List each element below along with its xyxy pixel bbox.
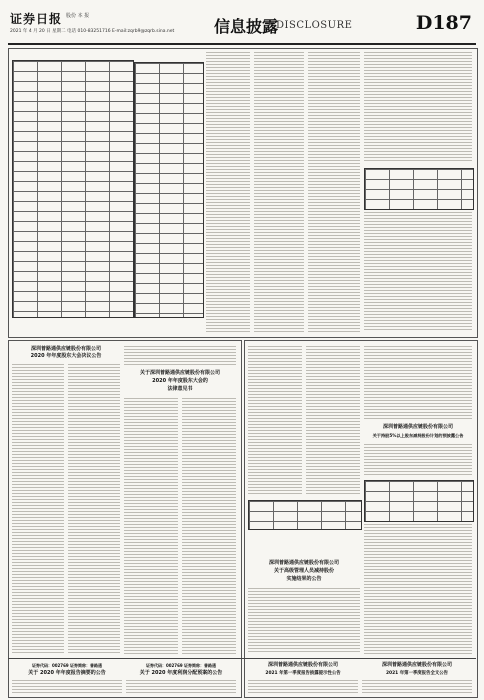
shareholder-table — [134, 62, 204, 318]
announcement-company: 深圳普路通供应链股份有限公司 — [248, 560, 360, 567]
text-column — [364, 212, 472, 332]
text-column — [248, 346, 302, 496]
announcement-company: 深圳普路通供应链股份有限公司 — [362, 662, 472, 669]
section-subtitle: DISCLOSURE — [276, 20, 353, 31]
section-title: 信息披露 — [214, 17, 279, 36]
financial-table — [12, 60, 134, 318]
text-column — [248, 680, 358, 694]
announcement-company: 证券代码：002769 证券简称：普路通 — [126, 662, 236, 669]
text-column — [308, 52, 360, 332]
text-column — [254, 52, 304, 332]
announcement-company: 深圳普路通供应链股份有限公司 — [12, 346, 120, 353]
announcement-company: 证券代码：002769 证券简称：普路通 — [12, 662, 122, 669]
text-column — [12, 680, 122, 694]
announcement-title: 关于 2020 年年度报告摘要的公告 — [12, 670, 122, 677]
text-column — [364, 52, 472, 162]
announcement-company: 深圳普路通供应链股份有限公司 — [248, 662, 358, 669]
masthead-rule — [8, 43, 476, 45]
text-column — [206, 52, 250, 332]
announcement-title: 法律意见书 — [124, 386, 236, 393]
text-column — [364, 524, 472, 654]
announcement-title: 关于高级管理人员减持股份 — [248, 568, 360, 575]
announcement-title: 2020 年年度股东大会决议公告 — [12, 353, 120, 360]
announcement-title: 关于 2020 年度利润分配预案的公告 — [126, 670, 236, 677]
bottom-rule — [8, 658, 476, 659]
text-column — [248, 588, 360, 654]
text-column — [364, 346, 472, 420]
reduction-table — [248, 500, 362, 530]
text-column — [124, 398, 178, 654]
newspaper-logo: 证券日报 — [10, 12, 63, 26]
text-column — [364, 444, 472, 476]
announcement-company: 关于深圳普路通供应链股份有限公司 — [124, 370, 236, 377]
text-column — [306, 346, 360, 496]
edition-label: 股份 本 报 — [66, 13, 90, 19]
masthead — [8, 8, 476, 42]
plan-table — [364, 480, 474, 522]
text-column — [182, 398, 236, 654]
announcement-title: 2020 年年度股东大会的 — [124, 378, 236, 385]
text-column — [68, 364, 120, 654]
announcement-title: 2021 年第一季度报告全文公告 — [362, 670, 472, 677]
text-column — [362, 680, 472, 694]
dateline: 2021 年 4 月 20 日 星期二 电话 010-83251716 E-mail:zqrb9@zqrb.sina.net — [10, 29, 175, 34]
text-column — [12, 364, 64, 654]
holding-table — [364, 168, 474, 210]
page-number: D187 — [415, 12, 472, 34]
announcement-company: 深圳普路通供应链股份有限公司 — [364, 424, 472, 431]
text-column — [124, 346, 236, 366]
announcement-title: 实施结果的公告 — [248, 576, 360, 583]
text-column — [126, 680, 236, 694]
announcement-title: 关于持股5%以上股东减持股份计划的预披露公告 — [364, 432, 472, 439]
announcement-title: 2021 年第一季度报告披露提示性公告 — [248, 670, 358, 677]
